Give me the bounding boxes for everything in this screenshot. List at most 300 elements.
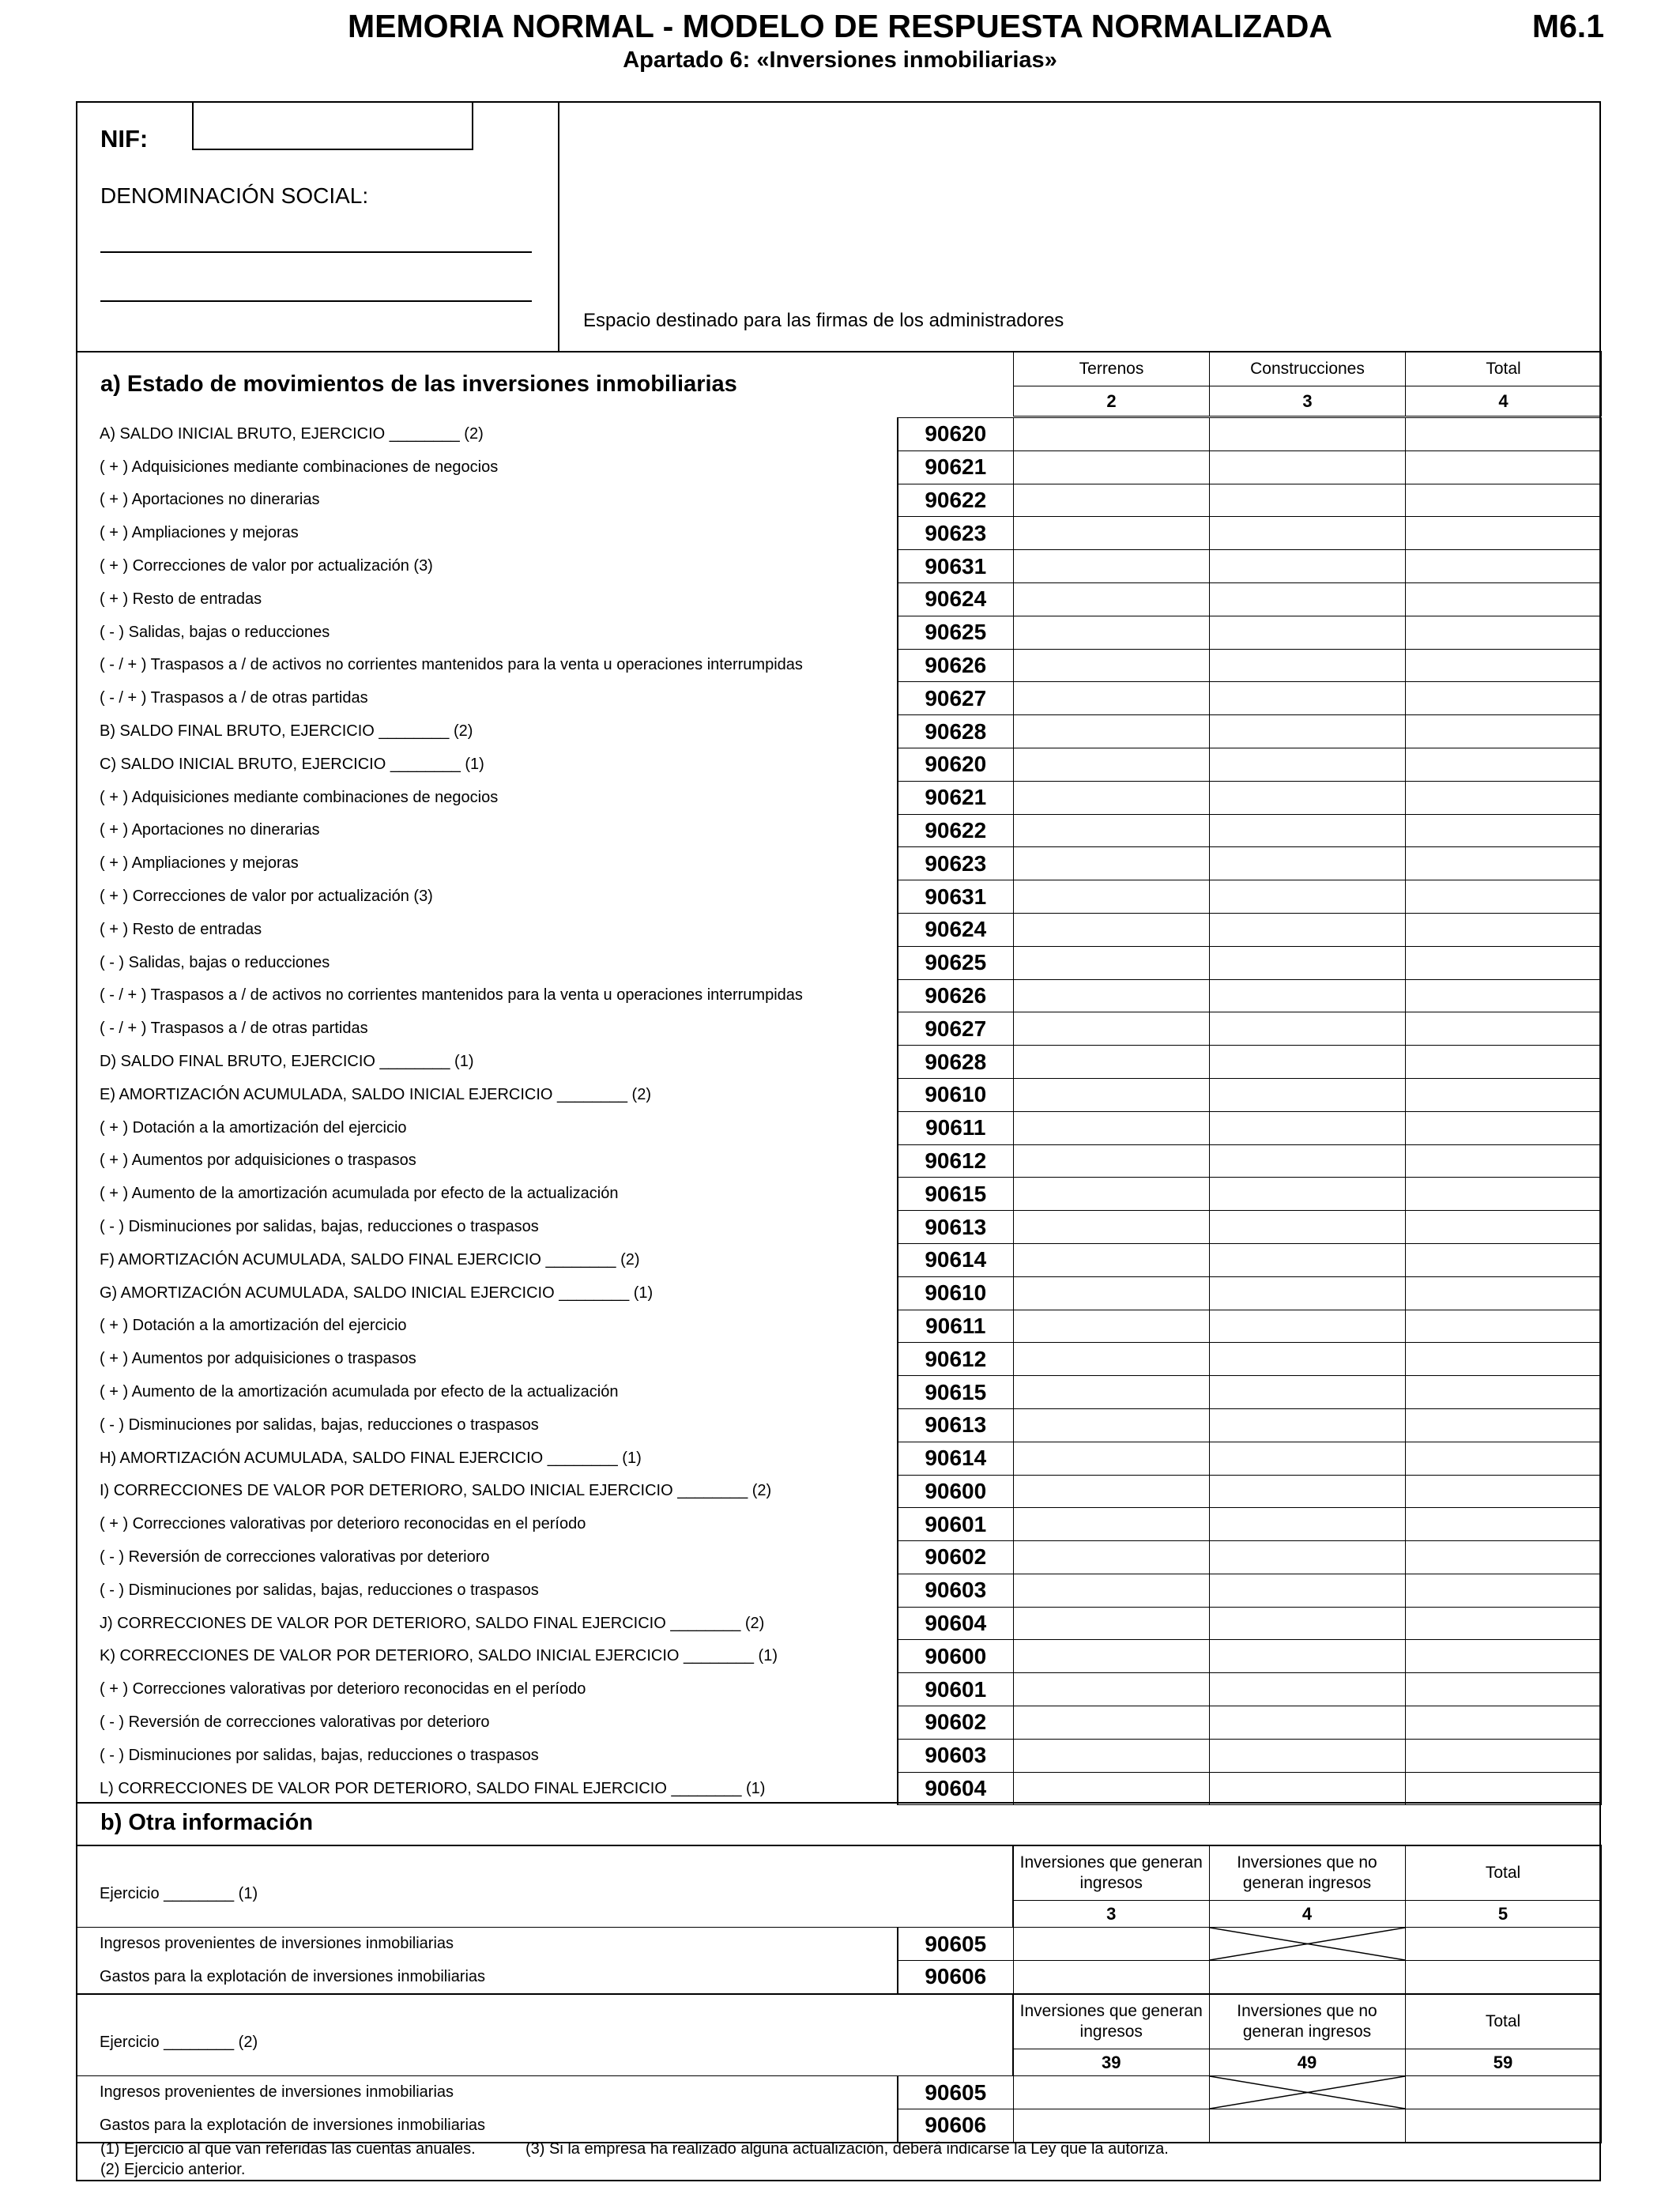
value-cell-terrenos[interactable]: [1013, 1739, 1209, 1772]
value-cell[interactable]: [1405, 2109, 1601, 2143]
row-code: 90624: [898, 913, 1013, 946]
value-cell-construcciones[interactable]: [1209, 1276, 1405, 1310]
row-label: ( + ) Aumento de la amortización acumulada por efecto de la actualización: [76, 1178, 898, 1211]
table-row: [76, 1640, 1601, 1673]
column-number-b: 4: [1209, 1901, 1405, 1928]
value-cell-terrenos[interactable]: [1013, 1243, 1209, 1276]
value-cell-total[interactable]: [1405, 913, 1601, 946]
row-label: I) CORRECCIONES DE VALOR POR DETERIORO, SALDO INICIAL EJERCICIO ________ (2): [76, 1475, 898, 1508]
value-cell-total[interactable]: [1405, 1574, 1601, 1607]
row-label: ( - ) Salidas, bajas o reducciones: [76, 946, 898, 979]
row-code: 90610: [898, 1078, 1013, 1111]
column-number-total: 4: [1406, 386, 1602, 417]
value-cell-terrenos[interactable]: [1013, 1211, 1209, 1244]
value-cell-construcciones[interactable]: [1209, 550, 1405, 583]
value-cell-terrenos[interactable]: [1013, 1276, 1209, 1310]
value-cell-terrenos[interactable]: [1013, 748, 1209, 781]
value-cell-total[interactable]: [1405, 1078, 1601, 1111]
value-cell-construcciones[interactable]: [1209, 1078, 1405, 1111]
table-row: [76, 1243, 1601, 1276]
value-cell-construcciones[interactable]: [1209, 946, 1405, 979]
nif-field[interactable]: [192, 101, 473, 150]
value-cell-terrenos[interactable]: [1013, 847, 1209, 880]
value-cell-terrenos[interactable]: [1013, 1078, 1209, 1111]
value-cell-construcciones[interactable]: [1209, 814, 1405, 847]
page-subtitle: Apartado 6: «Inversiones inmobiliarias»: [623, 47, 1057, 73]
column-header-b: Inversiones que generan ingresos: [1013, 1845, 1209, 1901]
row-label: Gastos para la explotación de inversiones inmobiliarias: [76, 1961, 898, 1994]
value-cell-total[interactable]: [1405, 748, 1601, 781]
value-cell-construcciones[interactable]: [1209, 748, 1405, 781]
value-cell-terrenos[interactable]: [1013, 484, 1209, 517]
value-cell-construcciones[interactable]: [1209, 1144, 1405, 1178]
value-cell-terrenos[interactable]: [1013, 1442, 1209, 1475]
value-cell-total[interactable]: [1405, 1640, 1601, 1673]
value-cell-construcciones[interactable]: [1209, 1673, 1405, 1706]
ejercicio-label: Ejercicio ________ (1): [76, 1845, 1013, 1928]
value-cell[interactable]: [1209, 2109, 1405, 2143]
value-cell-total[interactable]: [1405, 517, 1601, 550]
row-label: F) AMORTIZACIÓN ACUMULADA, SALDO FINAL EJERCICIO ________ (2): [76, 1243, 898, 1276]
value-cell-total[interactable]: [1405, 847, 1601, 880]
value-cell-construcciones[interactable]: [1209, 1046, 1405, 1079]
row-code: 90631: [898, 880, 1013, 914]
table-row: [76, 682, 1601, 715]
row-code: 90604: [898, 1772, 1013, 1805]
row-label: ( + ) Ampliaciones y mejoras: [76, 847, 898, 880]
value-cell-terrenos[interactable]: [1013, 1343, 1209, 1376]
table-row: [76, 880, 1601, 914]
value-cell-total[interactable]: [1405, 1607, 1601, 1640]
value-cell-total[interactable]: [1405, 450, 1601, 484]
table-row: [76, 979, 1601, 1012]
value-cell-terrenos[interactable]: [1013, 1574, 1209, 1607]
denominacion-field-line-2[interactable]: [100, 300, 532, 302]
value-cell-total[interactable]: [1405, 1508, 1601, 1541]
row-label: G) AMORTIZACIÓN ACUMULADA, SALDO INICIAL EJERCICIO ________ (1): [76, 1276, 898, 1310]
value-cell-terrenos[interactable]: [1013, 1508, 1209, 1541]
value-cell-construcciones[interactable]: [1209, 1178, 1405, 1211]
value-cell[interactable]: [1405, 1928, 1601, 1961]
firmas-label: Espacio destinado para las firmas de los administradores: [583, 310, 1064, 331]
value-cell[interactable]: [1013, 1961, 1209, 1994]
value-cell-total[interactable]: [1405, 418, 1601, 451]
table-row: [76, 2076, 1601, 2109]
value-cell-terrenos[interactable]: [1013, 1706, 1209, 1740]
value-cell-construcciones[interactable]: [1209, 1211, 1405, 1244]
row-label: ( + ) Aumentos por adquisiciones o traspasos: [76, 1343, 898, 1376]
value-cell-construcciones[interactable]: [1209, 1442, 1405, 1475]
value-cell-construcciones[interactable]: [1209, 616, 1405, 649]
value-cell-total[interactable]: [1405, 1343, 1601, 1376]
value-cell-total[interactable]: [1405, 1739, 1601, 1772]
row-label: ( - ) Reversión de correcciones valorativas por deterioro: [76, 1706, 898, 1740]
value-cell-construcciones[interactable]: [1209, 880, 1405, 914]
value-cell[interactable]: [1405, 1961, 1601, 1994]
row-code: 90605: [898, 2076, 1013, 2109]
row-code: 90605: [898, 1928, 1013, 1961]
value-cell-terrenos[interactable]: [1013, 582, 1209, 616]
value-cell-total[interactable]: [1405, 1408, 1601, 1442]
row-code: 90626: [898, 649, 1013, 682]
value-cell-terrenos[interactable]: [1013, 649, 1209, 682]
table-row: [76, 1508, 1601, 1541]
value-cell-total[interactable]: [1405, 979, 1601, 1012]
row-label: E) AMORTIZACIÓN ACUMULADA, SALDO INICIAL EJERCICIO ________ (2): [76, 1078, 898, 1111]
value-cell-construcciones[interactable]: [1209, 1772, 1405, 1805]
column-header-total: Total: [1406, 352, 1602, 386]
value-cell-terrenos[interactable]: [1013, 1376, 1209, 1409]
row-label: ( + ) Aumentos por adquisiciones o traspasos: [76, 1144, 898, 1178]
nif-label: NIF:: [100, 125, 149, 153]
value-cell-construcciones[interactable]: [1209, 913, 1405, 946]
row-code: 90602: [898, 1541, 1013, 1574]
column-header-b: Inversiones que no generan ingresos: [1209, 1994, 1405, 2049]
value-cell-total[interactable]: [1405, 946, 1601, 979]
value-cell-total[interactable]: [1405, 880, 1601, 914]
row-label: Gastos para la explotación de inversiones inmobiliarias: [76, 2109, 898, 2143]
value-cell-terrenos[interactable]: [1013, 1111, 1209, 1144]
table-row: [76, 1772, 1601, 1805]
value-cell-terrenos[interactable]: [1013, 913, 1209, 946]
footnote-2: (2) Ejercicio anterior.: [100, 2161, 246, 2178]
table-row: [76, 781, 1601, 814]
value-cell-terrenos[interactable]: [1013, 1310, 1209, 1343]
value-cell-total[interactable]: [1405, 1111, 1601, 1144]
row-label: ( + ) Resto de entradas: [76, 913, 898, 946]
value-cell-terrenos[interactable]: [1013, 1607, 1209, 1640]
row-code: 90627: [898, 682, 1013, 715]
section-b-title: b) Otra información: [100, 1810, 314, 1835]
value-cell-terrenos[interactable]: [1013, 1046, 1209, 1079]
row-code: 90620: [898, 418, 1013, 451]
row-code: 90625: [898, 946, 1013, 979]
row-label: ( + ) Correcciones de valor por actualización (3): [76, 880, 898, 914]
table-row: [76, 1376, 1601, 1409]
value-cell-total[interactable]: [1405, 616, 1601, 649]
value-cell-total[interactable]: [1405, 1310, 1601, 1343]
row-code: 90615: [898, 1376, 1013, 1409]
row-code: 90621: [898, 450, 1013, 484]
table-row: [76, 1739, 1601, 1772]
value-cell-terrenos[interactable]: [1013, 979, 1209, 1012]
value-cell-terrenos[interactable]: [1013, 880, 1209, 914]
row-label: L) CORRECCIONES DE VALOR POR DETERIORO, SALDO FINAL EJERCICIO ________ (1): [76, 1772, 898, 1805]
value-cell-terrenos[interactable]: [1013, 781, 1209, 814]
row-code: 90621: [898, 781, 1013, 814]
value-cell[interactable]: [1013, 1928, 1209, 1961]
row-label: D) SALDO FINAL BRUTO, EJERCICIO ________ (1): [76, 1046, 898, 1079]
value-cell-total[interactable]: [1405, 484, 1601, 517]
value-cell-construcciones[interactable]: [1209, 649, 1405, 682]
table-row: [76, 1408, 1601, 1442]
footnote-3: (3) Si la empresa ha realizado alguna actualización, deberá indicarse la Ley que la autoriza.: [525, 2140, 1169, 2158]
table-row: [76, 1607, 1601, 1640]
value-cell-terrenos[interactable]: [1013, 418, 1209, 451]
value-cell-construcciones[interactable]: [1209, 484, 1405, 517]
header-divider: [558, 101, 559, 351]
value-cell-total[interactable]: [1405, 1541, 1601, 1574]
value-cell-total[interactable]: [1405, 1144, 1601, 1178]
value-cell-total[interactable]: [1405, 550, 1601, 583]
value-cell-total[interactable]: [1405, 1276, 1601, 1310]
row-label: ( - / + ) Traspasos a / de activos no corrientes mantenidos para la venta u operaciones interrumpidas: [76, 979, 898, 1012]
value-cell-construcciones[interactable]: [1209, 1243, 1405, 1276]
section-a-column-header: [1013, 351, 1602, 417]
value-cell-construcciones[interactable]: [1209, 418, 1405, 451]
value-cell-terrenos[interactable]: [1013, 616, 1209, 649]
table-row: [76, 1012, 1601, 1046]
ejercicio-label: Ejercicio ________ (2): [76, 1994, 1013, 2076]
crossed-out-cell: [1209, 1928, 1405, 1961]
row-code: 90625: [898, 616, 1013, 649]
row-label: A) SALDO INICIAL BRUTO, EJERCICIO ________ (2): [76, 418, 898, 451]
page-title: MEMORIA NORMAL - MODELO DE RESPUESTA NORMALIZADA: [348, 8, 1332, 44]
row-label: ( - ) Disminuciones por salidas, bajas, reducciones o traspasos: [76, 1408, 898, 1442]
row-code: 90624: [898, 582, 1013, 616]
row-label: ( + ) Ampliaciones y mejoras: [76, 517, 898, 550]
value-cell-terrenos[interactable]: [1013, 1673, 1209, 1706]
table-row: [76, 1078, 1601, 1111]
table-row: [76, 517, 1601, 550]
value-cell-terrenos[interactable]: [1013, 1012, 1209, 1046]
row-label: ( - ) Disminuciones por salidas, bajas, reducciones o traspasos: [76, 1211, 898, 1244]
row-code: 90623: [898, 847, 1013, 880]
value-cell-construcciones[interactable]: [1209, 1541, 1405, 1574]
value-cell-terrenos[interactable]: [1013, 1772, 1209, 1805]
value-cell-construcciones[interactable]: [1209, 847, 1405, 880]
value-cell[interactable]: [1209, 1961, 1405, 1994]
value-cell-construcciones[interactable]: [1209, 781, 1405, 814]
value-cell-terrenos[interactable]: [1013, 1408, 1209, 1442]
table-row: [76, 1310, 1601, 1343]
row-label: B) SALDO FINAL BRUTO, EJERCICIO ________ (2): [76, 715, 898, 748]
table-row: [76, 2109, 1601, 2143]
table-row: [76, 1574, 1601, 1607]
value-cell-total[interactable]: [1405, 781, 1601, 814]
row-label: Ingresos provenientes de inversiones inmobiliarias: [76, 2076, 898, 2109]
value-cell-terrenos[interactable]: [1013, 550, 1209, 583]
value-cell-construcciones[interactable]: [1209, 450, 1405, 484]
row-code: 90631: [898, 550, 1013, 583]
value-cell-construcciones[interactable]: [1209, 1640, 1405, 1673]
value-cell-construcciones[interactable]: [1209, 1739, 1405, 1772]
column-header-b: Total: [1405, 1845, 1601, 1901]
table-row: [76, 748, 1601, 781]
row-label: ( + ) Adquisiciones mediante combinaciones de negocios: [76, 450, 898, 484]
row-code: 90600: [898, 1640, 1013, 1673]
table-row: [76, 1442, 1601, 1475]
value-cell-construcciones[interactable]: [1209, 715, 1405, 748]
table-row: [76, 418, 1601, 451]
denominacion-label: DENOMINACIÓN SOCIAL:: [100, 183, 369, 208]
table-row: [76, 1706, 1601, 1740]
value-cell-total[interactable]: [1405, 1772, 1601, 1805]
row-code: 90628: [898, 1046, 1013, 1079]
value-cell-construcciones[interactable]: [1209, 979, 1405, 1012]
row-label: ( + ) Correcciones valorativas por deterioro reconocidas en el período: [76, 1508, 898, 1541]
row-code: 90627: [898, 1012, 1013, 1046]
block-header-row: [76, 1845, 1601, 1901]
form-code: M6.1: [1531, 8, 1604, 44]
table-row: [76, 847, 1601, 880]
value-cell-total[interactable]: [1405, 1211, 1601, 1244]
value-cell-total[interactable]: [1405, 1376, 1601, 1409]
value-cell-construcciones[interactable]: [1209, 682, 1405, 715]
table-row: [76, 1673, 1601, 1706]
row-label: Ingresos provenientes de inversiones inmobiliarias: [76, 1928, 898, 1961]
value-cell-terrenos[interactable]: [1013, 1144, 1209, 1178]
column-number-terrenos: 2: [1014, 386, 1210, 417]
column-header-terrenos: Terrenos: [1014, 352, 1210, 386]
value-cell-total[interactable]: [1405, 1178, 1601, 1211]
value-cell-total[interactable]: [1405, 1012, 1601, 1046]
table-row: [76, 814, 1601, 847]
crossed-out-icon: [1210, 1928, 1405, 1960]
crossed-out-icon: [1210, 2076, 1405, 2109]
table-row: [76, 1276, 1601, 1310]
value-cell[interactable]: [1013, 2109, 1209, 2143]
row-code: 90620: [898, 748, 1013, 781]
table-row: [76, 1961, 1601, 1994]
row-label: K) CORRECCIONES DE VALOR POR DETERIORO, SALDO INICIAL EJERCICIO ________ (1): [76, 1640, 898, 1673]
table-row: [76, 1111, 1601, 1144]
value-cell-terrenos[interactable]: [1013, 517, 1209, 550]
value-cell-construcciones[interactable]: [1209, 1607, 1405, 1640]
value-cell-terrenos[interactable]: [1013, 1640, 1209, 1673]
table-row: [76, 550, 1601, 583]
value-cell-terrenos[interactable]: [1013, 946, 1209, 979]
row-code: 90622: [898, 484, 1013, 517]
table-row: [76, 1475, 1601, 1508]
row-code: 90606: [898, 2109, 1013, 2143]
row-code: 90622: [898, 814, 1013, 847]
row-label: ( + ) Aumento de la amortización acumulada por efecto de la actualización: [76, 1376, 898, 1409]
value-cell-construcciones[interactable]: [1209, 1508, 1405, 1541]
value-cell[interactable]: [1405, 2076, 1601, 2109]
row-code: 90602: [898, 1706, 1013, 1740]
value-cell-construcciones[interactable]: [1209, 1408, 1405, 1442]
table-row: [76, 1541, 1601, 1574]
table-row: [76, 616, 1601, 649]
value-cell-total[interactable]: [1405, 1475, 1601, 1508]
table-row: [76, 649, 1601, 682]
table-row: [76, 913, 1601, 946]
value-cell-construcciones[interactable]: [1209, 1310, 1405, 1343]
crossed-out-cell: [1209, 2076, 1405, 2109]
row-code: 90612: [898, 1144, 1013, 1178]
value-cell-total[interactable]: [1405, 1046, 1601, 1079]
value-cell-total[interactable]: [1405, 682, 1601, 715]
row-label: ( + ) Dotación a la amortización del ejercicio: [76, 1111, 898, 1144]
table-row: [76, 1046, 1601, 1079]
value-cell-construcciones[interactable]: [1209, 1574, 1405, 1607]
row-label: ( + ) Resto de entradas: [76, 582, 898, 616]
table-row: [76, 946, 1601, 979]
value-cell-construcciones[interactable]: [1209, 517, 1405, 550]
value-cell-total[interactable]: [1405, 649, 1601, 682]
value-cell[interactable]: [1013, 2076, 1209, 2109]
table-row: [76, 582, 1601, 616]
value-cell-terrenos[interactable]: [1013, 715, 1209, 748]
row-code: 90611: [898, 1310, 1013, 1343]
value-cell-construcciones[interactable]: [1209, 1111, 1405, 1144]
block-header-row: [76, 1994, 1601, 2049]
value-cell-total[interactable]: [1405, 1243, 1601, 1276]
section-a-table: [76, 417, 1602, 1805]
row-code: 90603: [898, 1739, 1013, 1772]
value-cell-construcciones[interactable]: [1209, 1012, 1405, 1046]
value-cell-terrenos[interactable]: [1013, 814, 1209, 847]
column-header-b: Total: [1405, 1994, 1601, 2049]
column-number-b: 39: [1013, 2049, 1209, 2076]
table-row: [76, 484, 1601, 517]
row-code: 90613: [898, 1408, 1013, 1442]
value-cell-total[interactable]: [1405, 814, 1601, 847]
row-code: 90606: [898, 1961, 1013, 1994]
value-cell-construcciones[interactable]: [1209, 582, 1405, 616]
value-cell-total[interactable]: [1405, 1442, 1601, 1475]
value-cell-terrenos[interactable]: [1013, 1178, 1209, 1211]
row-label: J) CORRECCIONES DE VALOR POR DETERIORO, SALDO FINAL EJERCICIO ________ (2): [76, 1607, 898, 1640]
row-label: H) AMORTIZACIÓN ACUMULADA, SALDO FINAL EJERCICIO ________ (1): [76, 1442, 898, 1475]
value-cell-total[interactable]: [1405, 582, 1601, 616]
value-cell-total[interactable]: [1405, 715, 1601, 748]
row-label: ( - / + ) Traspasos a / de otras partidas: [76, 1012, 898, 1046]
denominacion-field-line-1[interactable]: [100, 251, 532, 253]
value-cell-construcciones[interactable]: [1209, 1475, 1405, 1508]
section-a-title: a) Estado de movimientos de las inversiones inmobiliarias: [100, 371, 737, 397]
row-code: 90614: [898, 1243, 1013, 1276]
row-label: ( + ) Correcciones valorativas por deterioro reconocidas en el período: [76, 1673, 898, 1706]
row-label: ( + ) Aportaciones no dinerarias: [76, 814, 898, 847]
table-row: [76, 1343, 1601, 1376]
row-label: ( + ) Dotación a la amortización del ejercicio: [76, 1310, 898, 1343]
row-code: 90623: [898, 517, 1013, 550]
row-label: ( - ) Salidas, bajas o reducciones: [76, 616, 898, 649]
column-number-b: 59: [1405, 2049, 1601, 2076]
column-header-construcciones: Construcciones: [1210, 352, 1406, 386]
table-row: [76, 715, 1601, 748]
value-cell-terrenos[interactable]: [1013, 450, 1209, 484]
row-label: ( + ) Aportaciones no dinerarias: [76, 484, 898, 517]
column-header-b: Inversiones que generan ingresos: [1013, 1994, 1209, 2049]
section-b-table: [76, 1845, 1602, 2143]
column-number-b: 49: [1209, 2049, 1405, 2076]
row-label: ( - / + ) Traspasos a / de otras partidas: [76, 682, 898, 715]
row-label: ( - ) Disminuciones por salidas, bajas, reducciones o traspasos: [76, 1574, 898, 1607]
row-code: 90626: [898, 979, 1013, 1012]
row-code: 90604: [898, 1607, 1013, 1640]
value-cell-terrenos[interactable]: [1013, 1475, 1209, 1508]
row-label: C) SALDO INICIAL BRUTO, EJERCICIO ________ (1): [76, 748, 898, 781]
value-cell-total[interactable]: [1405, 1706, 1601, 1740]
row-code: 90612: [898, 1343, 1013, 1376]
column-number-construcciones: 3: [1210, 386, 1406, 417]
table-row: [76, 1178, 1601, 1211]
column-number-b: 5: [1405, 1901, 1601, 1928]
row-code: 90613: [898, 1211, 1013, 1244]
value-cell-construcciones[interactable]: [1209, 1343, 1405, 1376]
table-row: [76, 1928, 1601, 1961]
value-cell-construcciones[interactable]: [1209, 1376, 1405, 1409]
value-cell-terrenos[interactable]: [1013, 682, 1209, 715]
row-code: 90615: [898, 1178, 1013, 1211]
value-cell-total[interactable]: [1405, 1673, 1601, 1706]
row-code: 90614: [898, 1442, 1013, 1475]
value-cell-terrenos[interactable]: [1013, 1541, 1209, 1574]
value-cell-construcciones[interactable]: [1209, 1706, 1405, 1740]
